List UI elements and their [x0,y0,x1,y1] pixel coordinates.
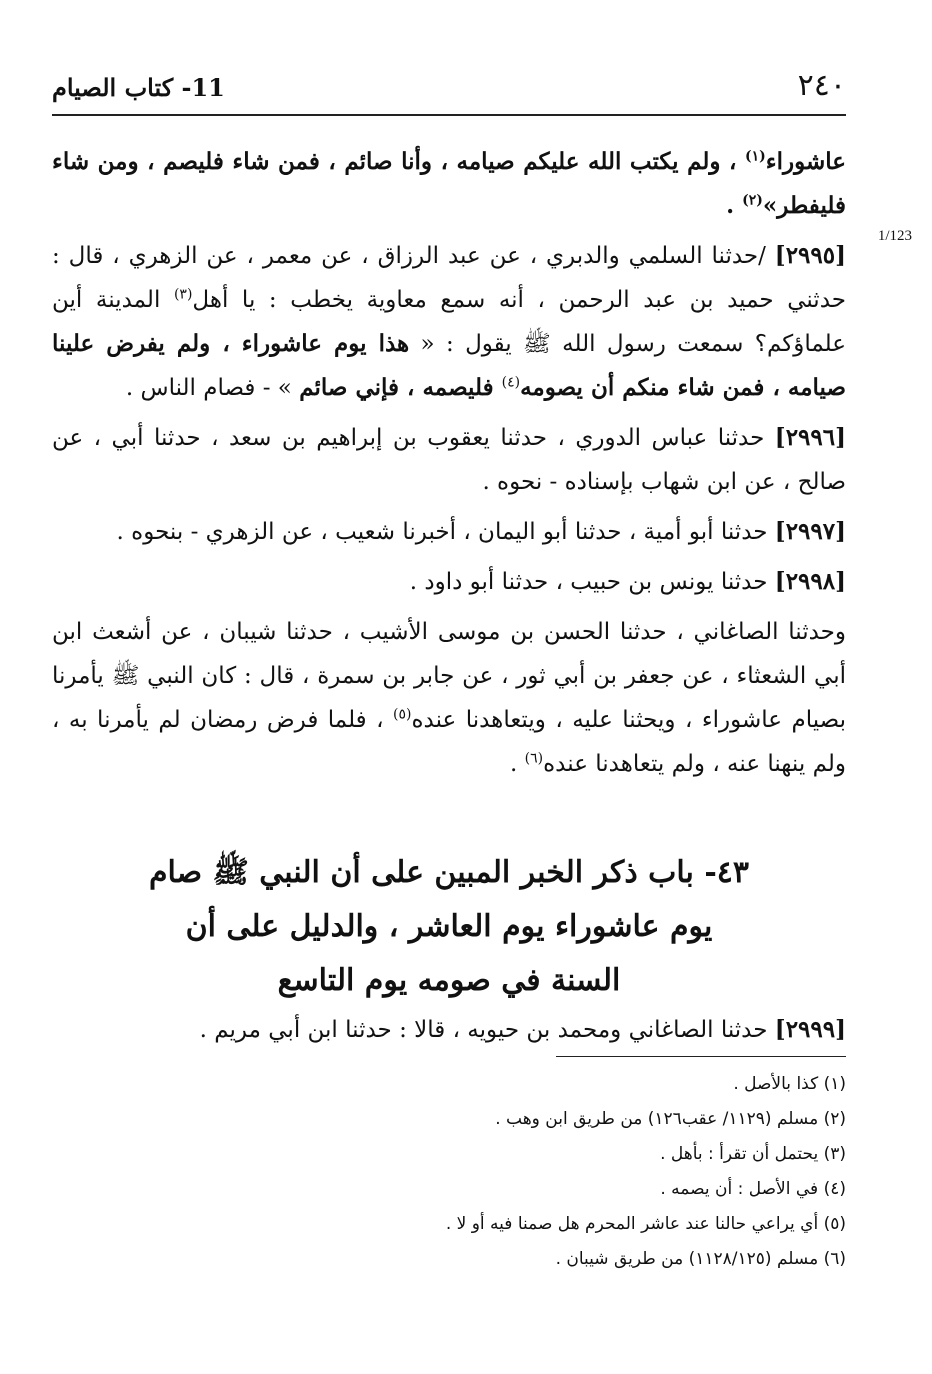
footnote-marker: (٢) [742,192,763,209]
text-span: » - فصام الناس . [125,375,300,401]
page-header [52,64,846,116]
hadith-2996 [52,416,846,504]
text-span: وحدثنا الصاغاني ، حدثنا الحسن بن موسى الأشيب ، حدثنا شيبان ، عن أشعث ابن أبي الشعثاء ، عن جعفر بن أبي ثور ، عن جابر بن سمرة ، قال : كان النبي ﷺ يأمرنا بصيام عاشوراء ، ويحثنا عليه ، ويتعاهدنا عنده [52,619,846,733]
hadith-2998 [52,560,846,604]
footnote-item: (٤) في الأصل : أن يصمه . [660,1179,846,1199]
text-span: حدثنا عباس الدوري ، حدثنا يعقوب بن إبراهيم بن سعد ، حدثنا أبي ، عن صالح ، عن ابن شهاب بإسناده - نحوه . [52,425,846,495]
footnote-item: (١) كذا بالأصل . [733,1074,846,1094]
running-chapter-title: 11- كتاب الصيام [52,73,225,102]
footnote-marker: (٣) [173,286,193,303]
text-span: ، فلما فرض رمضان لم يأمرنا به ، ولم ينهنا عنه ، ولم يتعاهدنا عنده [52,707,846,777]
hadith-number: [٢٩٩٦] [774,424,846,451]
hadith-2998-second-chain [52,610,846,786]
text-span: حدثنا أبو أمية ، حدثنا أبو اليمان ، أخبرنا شعيب ، عن الزهري - بنحوه . [116,519,775,545]
hadith-2999 [52,1008,846,1052]
footnote-divider [556,1056,846,1057]
heading-line: يوم عاشوراء يوم العاشر ، والدليل على أن [185,909,713,944]
text-span: حدثنا يونس بن حبيب ، حدثنا أبو داود . [409,569,775,595]
heading-line: السنة في صومه يوم التاسع [277,963,621,998]
footnote-item: (٢) مسلم (١١٢٩/ عقب١٢٦) من طريق ابن وهب . [495,1109,846,1129]
footnote-marker: (٦) [524,750,544,767]
hadith-matn: فليصمه ، فإني صائم [299,374,502,401]
text-span: . [510,751,525,777]
hadith-matn: هذا يوم عاشوراء ، ولم يفرض علينا صيامه ، فمن شاء منكم أن يصومه [52,330,846,401]
footnote-marker: (٥) [393,706,412,723]
hadith-number: [٢٩٩٨] [774,568,846,595]
heading-line: ٤٣- باب ذكر الخبر المبين على أن النبي ﷺ صام [148,855,750,890]
footnote-marker: (١) [745,148,766,165]
text-span: المدينة أين علماؤكم؟ سمعت رسول الله ﷺ يقول : « [52,287,847,357]
text-span: /حدثنا السلمي والدبري ، عن عبد الرزاق ، عن معمر ، عن الزهري ، قال : حدثني حميد بن عبد الرحمن ، أنه سمع معاوية يخطب : يا أهل [52,243,847,313]
footnotes [286,1068,846,1278]
hadith-number: [٢٩٩٩] [774,1016,846,1043]
footnote-item: (٣) يحتمل أن تقرأ : بأهل . [660,1144,846,1164]
footnote-marker: (٤) [501,374,521,391]
paragraph-continuation [52,140,846,228]
hadith-2997 [52,510,846,554]
text-span: عاشوراء [765,148,846,175]
text-span: ، ولم يكتب الله عليكم صيامه ، وأنا صائم ، فمن شاء فليصم ، ومن شاء فليفطر» [52,148,846,219]
hadith-2995 [52,234,846,410]
text-span: . [726,192,743,219]
footnote-item: (٦) مسلم (١١٢٨/١٢٥) من طريق شيبان . [555,1249,846,1269]
chapter-heading [52,846,846,1008]
hadith-number: [٢٩٩٧] [774,518,846,545]
page-number: ٢٤٠ [797,68,846,103]
hadith-number: [٢٩٩٥] [774,242,846,269]
main-text [52,140,846,792]
margin-manuscript-ref: 1/123 [877,228,912,244]
footnote-item: (٥) أي يراعي حالنا عند عاشر المحرم هل صمنا فيه أو لا . [445,1214,846,1234]
text-span: حدثنا الصاغاني ومحمد بن حيويه ، قالا : حدثنا ابن أبي مريم . [199,1017,775,1043]
